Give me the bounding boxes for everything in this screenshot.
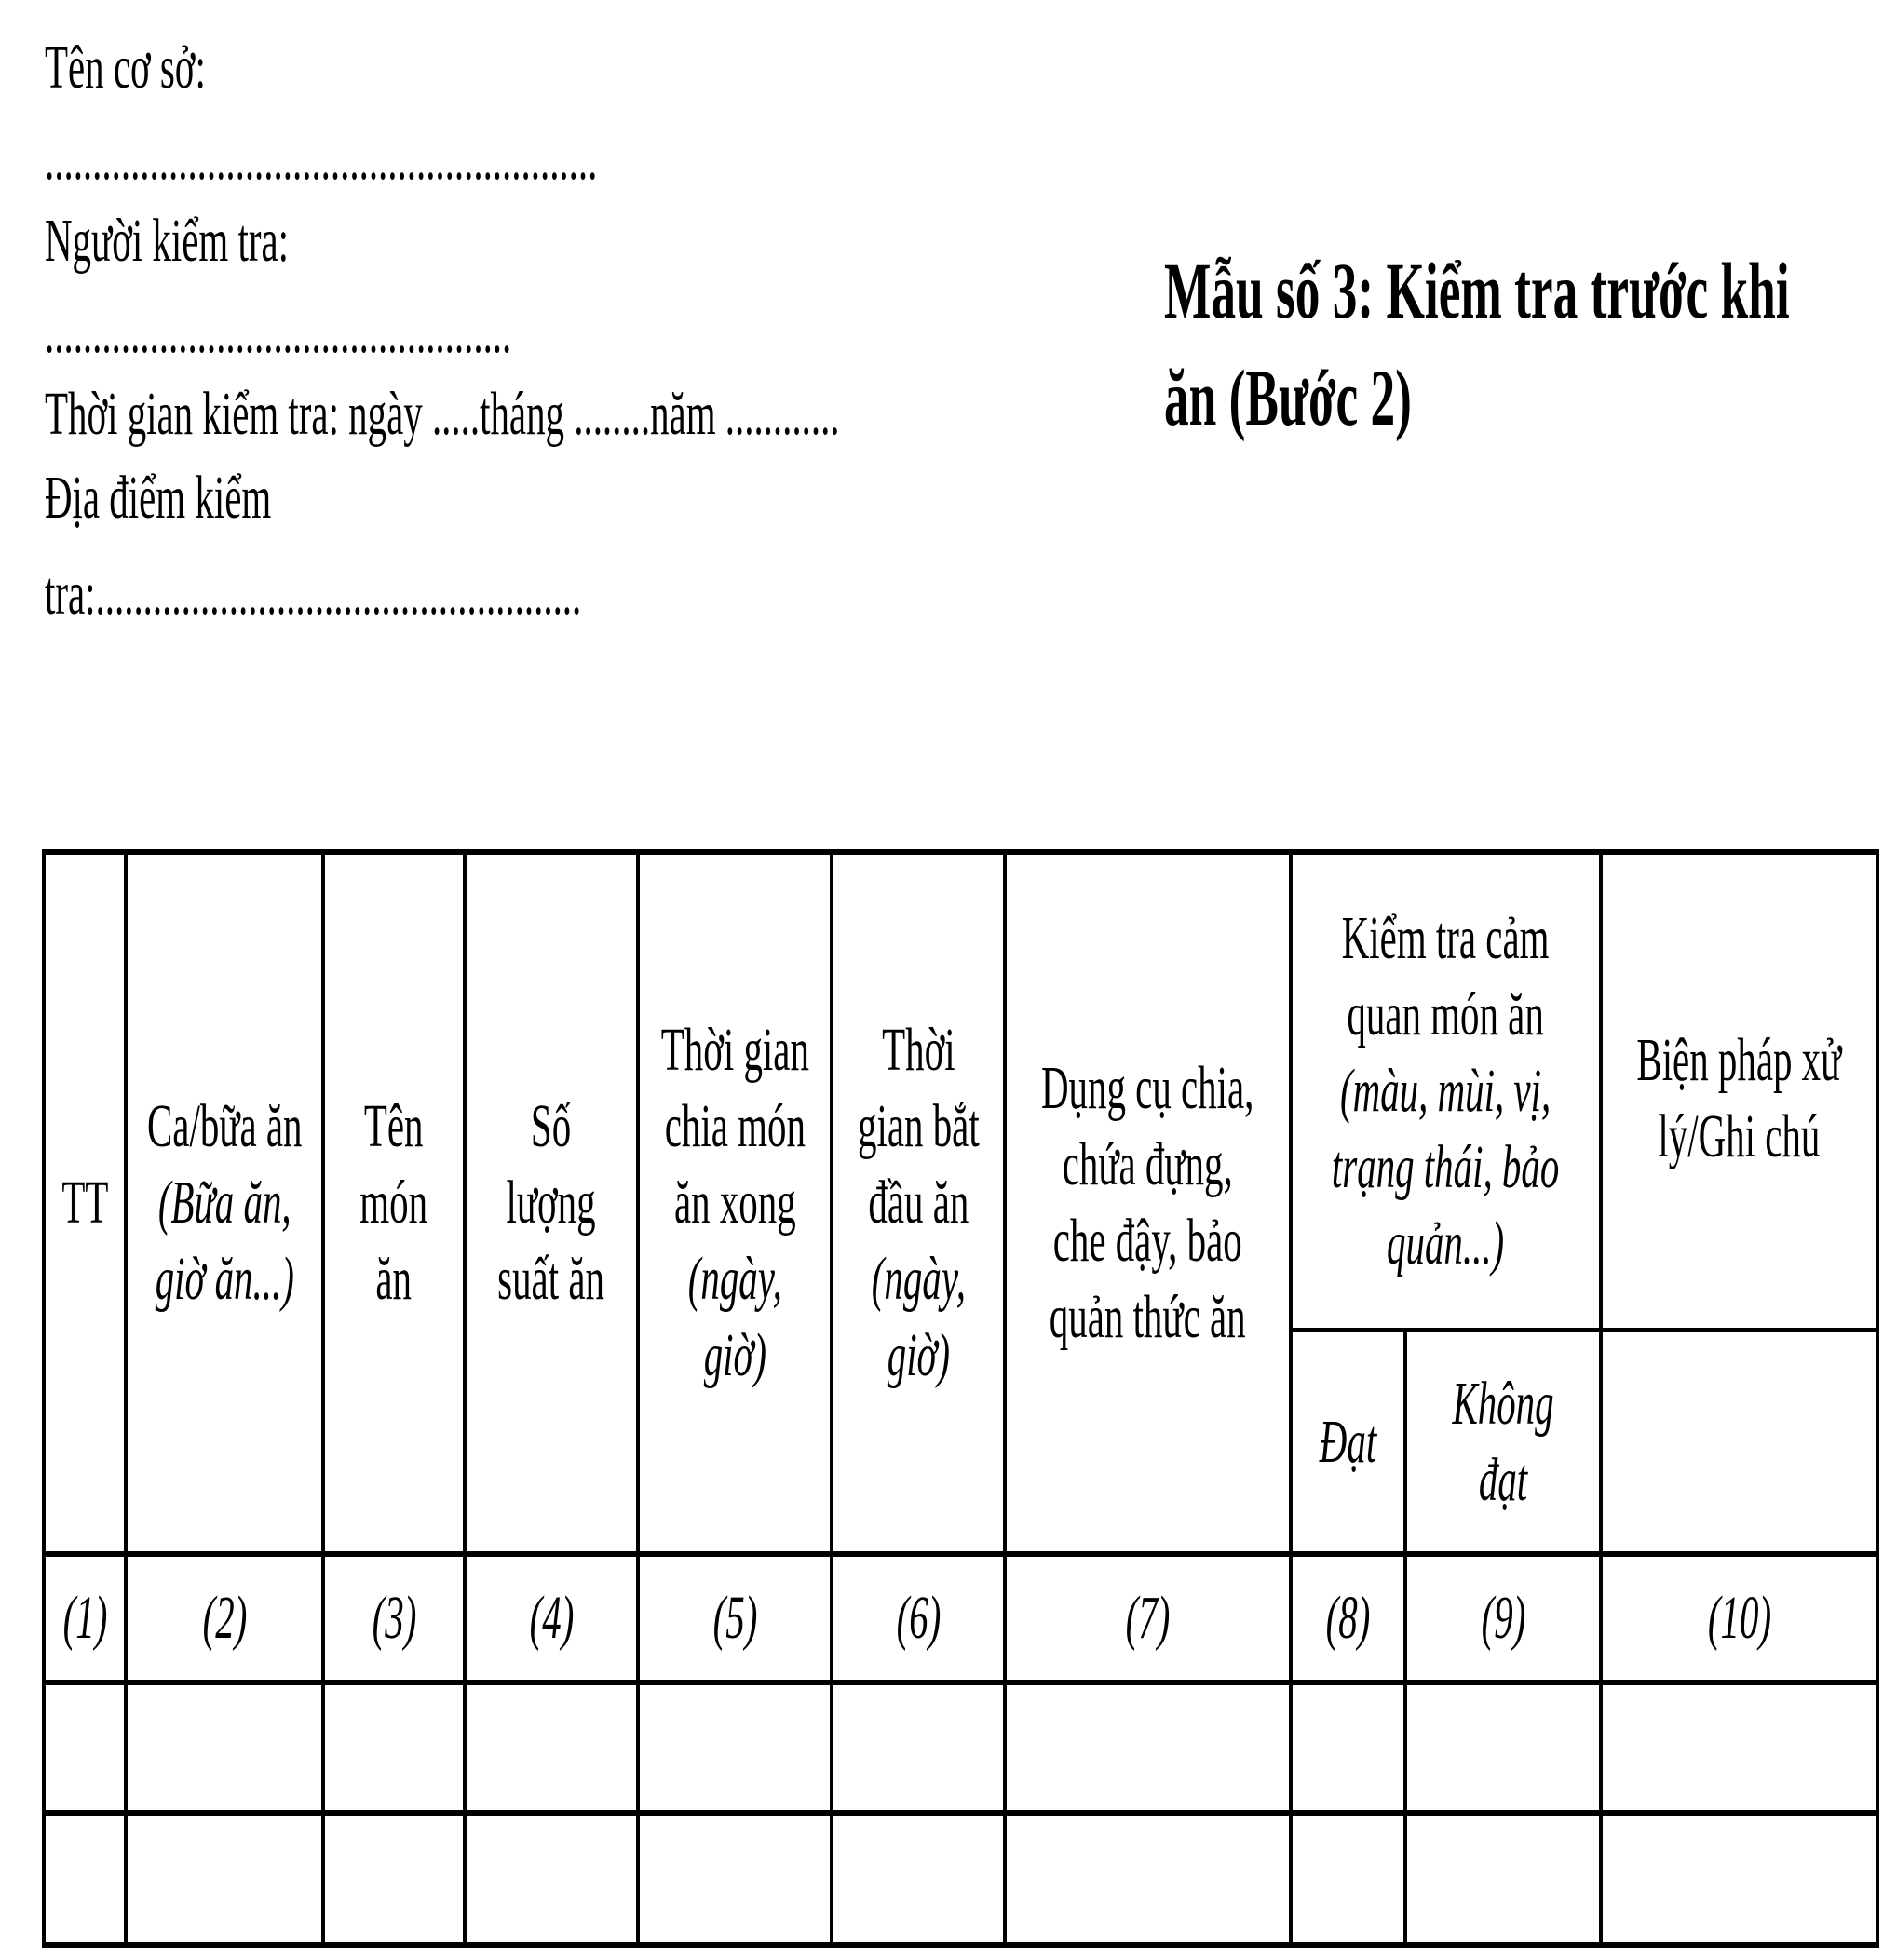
column-number: (6) [896, 1584, 941, 1652]
column-number: (8) [1325, 1584, 1371, 1652]
location-label: Địa điểm kiểm [45, 464, 272, 532]
table-cell-utensils[interactable] [1007, 1816, 1289, 1942]
table-cell-tt[interactable] [46, 1685, 124, 1810]
header-tt: TT [61, 1169, 108, 1237]
table-cell-fail[interactable] [1407, 1816, 1599, 1942]
header-meal-shift: Ca/bữa ăn (Bữa ăn, giờ ăn...) [146, 1092, 303, 1313]
column-number: (5) [712, 1584, 757, 1652]
form-title [1164, 237, 1857, 452]
table-cell-portion-count[interactable] [467, 1816, 636, 1942]
table-cell-utensils[interactable] [1007, 1685, 1289, 1810]
table-cell-remedy-notes[interactable] [1603, 1685, 1876, 1810]
inspection-table [42, 849, 1879, 1948]
subheader-pass: Đạt [1319, 1407, 1377, 1476]
column-number: (4) [529, 1584, 574, 1652]
header-sensory-check: Kiểm tra cảm quan món ăn (màu, mùi, vị, trạng thái, bảo quản...) [1332, 904, 1560, 1277]
inspector-label: Người kiểm tra: [45, 207, 290, 275]
table-cell-pass[interactable] [1293, 1685, 1403, 1810]
table-cell-remedy-notes[interactable] [1603, 1816, 1876, 1942]
header-utensils: Dụng cụ chia, chứa đựng, che đậy, bảo quản thức ăn [1041, 1054, 1254, 1351]
form-title-line2: ăn (Bước 2) [1164, 353, 1412, 442]
table-cell-meal-shift[interactable] [128, 1685, 321, 1810]
column-number: (1) [62, 1584, 107, 1652]
column-number: (10) [1707, 1584, 1771, 1652]
header-remedy-notes: Biện pháp xử lý/Ghi chú [1636, 1026, 1842, 1170]
facility-name-field[interactable]: .......................................................... [45, 125, 598, 193]
table-cell-serving-finish-time[interactable] [640, 1685, 830, 1810]
table-cell-portion-count[interactable] [467, 1685, 636, 1810]
column-number: (2) [202, 1584, 247, 1652]
table-border-right [1876, 849, 1879, 1948]
table-cell-dish-name[interactable] [325, 1685, 463, 1810]
inspection-time-field[interactable]: Thời gian kiểm tra: ngày .....tháng ........năm ............ [45, 380, 840, 448]
table-cell-meal-start-time[interactable] [833, 1685, 1003, 1810]
table-cell-meal-start-time[interactable] [833, 1816, 1003, 1942]
header-serving-finish-time: Thời gian chia món ăn xong (ngày, giờ) [660, 1016, 809, 1389]
table-cell-meal-shift[interactable] [128, 1816, 321, 1942]
subheader-fail: Không đạt [1452, 1369, 1554, 1514]
table-cell-serving-finish-time[interactable] [640, 1816, 830, 1942]
subheader-remedy-blank [1603, 1332, 1876, 1551]
header-meal-start-time: Thời gian bắt đầu ăn (ngày, giờ) [857, 1016, 980, 1389]
table-cell-tt[interactable] [46, 1816, 124, 1942]
column-number: (9) [1481, 1584, 1525, 1652]
form-title-line1: Mẫu số 3: Kiểm tra trước khi [1164, 246, 1790, 335]
table-border-bottom [42, 1942, 1879, 1948]
column-number: (7) [1125, 1584, 1171, 1652]
table-cell-pass[interactable] [1293, 1816, 1403, 1942]
column-number: (3) [372, 1584, 416, 1652]
table-cell-fail[interactable] [1407, 1685, 1599, 1810]
facility-name-label: Tên cơ sở: [45, 34, 206, 101]
inspector-field[interactable]: ................................................. [45, 298, 512, 366]
header-portion-count: Số lượng suất ăn [497, 1092, 605, 1313]
location-field[interactable]: tra:................................................... [45, 560, 582, 628]
header-dish-name: Tên món ăn [359, 1092, 428, 1313]
table-cell-dish-name[interactable] [325, 1816, 463, 1942]
